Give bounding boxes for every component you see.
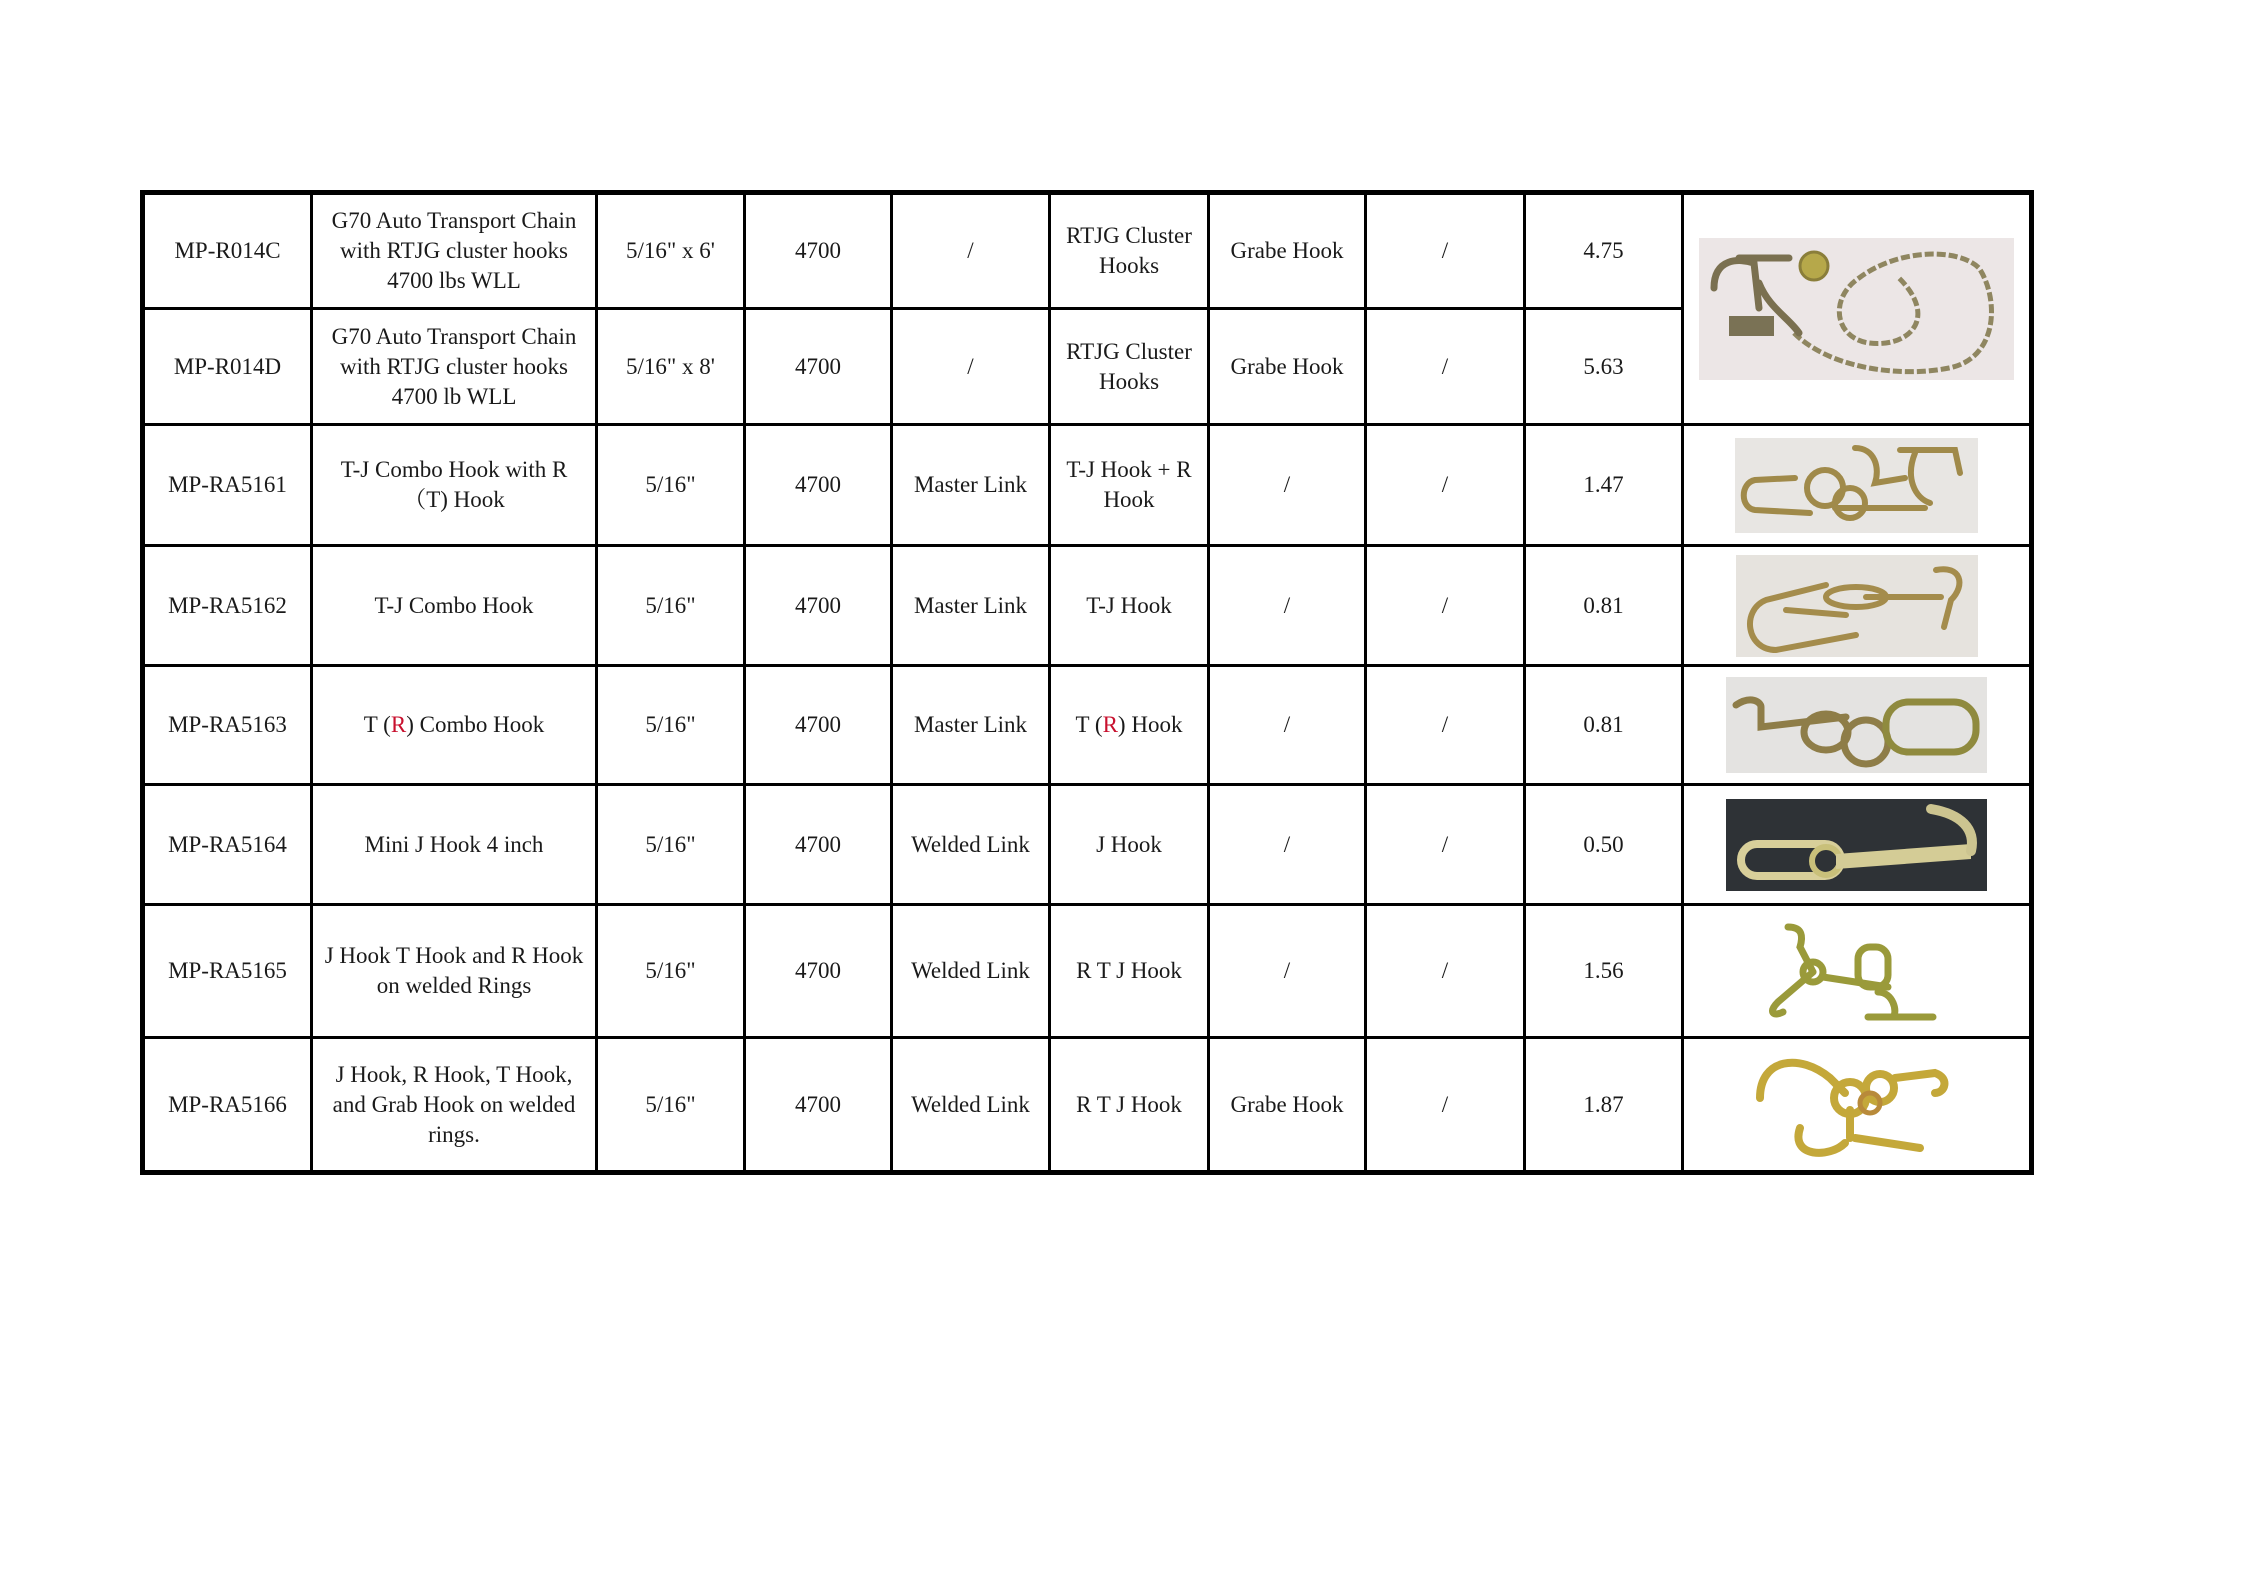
weight: 1.47 (1525, 425, 1683, 546)
rtj-cluster-hook-image (1758, 917, 1956, 1026)
product-code: MP-RA5163 (143, 666, 312, 785)
hook-text: T ( (1075, 712, 1103, 737)
wll: 4700 (745, 309, 892, 425)
size: 5/16" (597, 785, 745, 905)
table-row (143, 1038, 2032, 1173)
link-type: Welded Link (892, 785, 1050, 905)
product-image-cell (1683, 193, 2032, 425)
hook-text: ) Hook (1117, 712, 1183, 737)
weight: 5.63 (1525, 309, 1683, 425)
extra-spec: / (1366, 546, 1525, 666)
table-row (143, 666, 2032, 785)
secondary-hook: / (1209, 666, 1366, 785)
weight: 1.56 (1525, 905, 1683, 1038)
wll: 4700 (745, 785, 892, 905)
product-description: Mini J Hook 4 inch (312, 785, 597, 905)
weight: 0.50 (1525, 785, 1683, 905)
wll: 4700 (745, 546, 892, 666)
hook-type: J Hook (1050, 785, 1209, 905)
highlighted-r: R (1102, 712, 1118, 737)
product-image-cell (1683, 546, 2032, 666)
weight: 1.87 (1525, 1038, 1683, 1173)
description-text: ) Combo Hook (406, 712, 545, 737)
hook-type: RTJG Cluster Hooks (1050, 309, 1209, 425)
hook-type: R T J Hook (1050, 905, 1209, 1038)
wll: 4700 (745, 193, 892, 309)
extra-spec: / (1366, 425, 1525, 546)
mini-j-hook-image (1726, 799, 1987, 891)
extra-spec: / (1366, 1038, 1525, 1173)
product-description: J Hook T Hook and R Hook on welded Rings (312, 905, 597, 1038)
description-text: T ( (363, 712, 391, 737)
extra-spec: / (1366, 666, 1525, 785)
link-type: Master Link (892, 425, 1050, 546)
product-code: MP-RA5162 (143, 546, 312, 666)
size: 5/16" (597, 546, 745, 666)
product-description: T-J Combo Hook (312, 546, 597, 666)
size: 5/16" (597, 666, 745, 785)
description-line-2: （T) Hook (403, 487, 505, 512)
product-code: MP-R014D (143, 309, 312, 425)
product-description: G70 Auto Transport Chain with RTJG cluster hooks 4700 lbs WLL (312, 193, 597, 309)
product-image-cell (1683, 666, 2032, 785)
weight: 0.81 (1525, 546, 1683, 666)
wll: 4700 (745, 666, 892, 785)
extra-spec: / (1366, 309, 1525, 425)
product-description: G70 Auto Transport Chain with RTJG cluster hooks 4700 lb WLL (312, 309, 597, 425)
wll: 4700 (745, 425, 892, 546)
secondary-hook: Grabe Hook (1209, 309, 1366, 425)
highlighted-r: R (390, 712, 407, 737)
extra-spec: / (1366, 905, 1525, 1038)
tj-combo-hook-image (1736, 555, 1978, 657)
product-code: MP-R014C (143, 193, 312, 309)
hook-type: RTJG Cluster Hooks (1050, 193, 1209, 309)
hook-type: T-J Hook + R Hook (1050, 425, 1209, 546)
product-image-cell (1683, 425, 2032, 546)
secondary-hook: / (1209, 785, 1366, 905)
product-description (312, 666, 597, 785)
product-code: MP-RA5164 (143, 785, 312, 905)
table-row (143, 425, 2032, 546)
table-row (143, 785, 2032, 905)
link-type: Welded Link (892, 905, 1050, 1038)
product-code: MP-RA5166 (143, 1038, 312, 1173)
hook-type: R T J Hook (1050, 1038, 1209, 1173)
product-spec-table (140, 190, 2034, 1175)
tr-combo-hook-image (1726, 677, 1987, 773)
tj-combo-hook-with-r-hook-image (1735, 438, 1978, 533)
link-type: / (892, 193, 1050, 309)
extra-spec: / (1366, 785, 1525, 905)
link-type: / (892, 309, 1050, 425)
size: 5/16" (597, 1038, 745, 1173)
secondary-hook: / (1209, 905, 1366, 1038)
secondary-hook: Grabe Hook (1209, 193, 1366, 309)
table-row (143, 546, 2032, 666)
table-row (143, 905, 2032, 1038)
description-line-1: T-J Combo Hook with R (340, 457, 568, 482)
weight: 0.81 (1525, 666, 1683, 785)
hook-type (1050, 666, 1209, 785)
product-description (312, 425, 597, 546)
secondary-hook: Grabe Hook (1209, 1038, 1366, 1173)
chain-with-rtjg-cluster-hooks-image (1699, 238, 2014, 380)
secondary-hook: / (1209, 425, 1366, 546)
wll: 4700 (745, 1038, 892, 1173)
product-description: J Hook, R Hook, T Hook, and Grab Hook on welded rings. (312, 1038, 597, 1173)
product-image-cell (1683, 785, 2032, 905)
secondary-hook: / (1209, 546, 1366, 666)
link-type: Welded Link (892, 1038, 1050, 1173)
rtj-grab-cluster-hook-image (1750, 1048, 1964, 1161)
size: 5/16" x 8' (597, 309, 745, 425)
product-image-cell (1683, 905, 2032, 1038)
product-code: MP-RA5165 (143, 905, 312, 1038)
table-row (143, 193, 2032, 309)
size: 5/16" (597, 905, 745, 1038)
hook-type: T-J Hook (1050, 546, 1209, 666)
link-type: Master Link (892, 666, 1050, 785)
size: 5/16" (597, 425, 745, 546)
wll: 4700 (745, 905, 892, 1038)
size: 5/16" x 6' (597, 193, 745, 309)
product-code: MP-RA5161 (143, 425, 312, 546)
product-image-cell (1683, 1038, 2032, 1173)
extra-spec: / (1366, 193, 1525, 309)
link-type: Master Link (892, 546, 1050, 666)
weight: 4.75 (1525, 193, 1683, 309)
